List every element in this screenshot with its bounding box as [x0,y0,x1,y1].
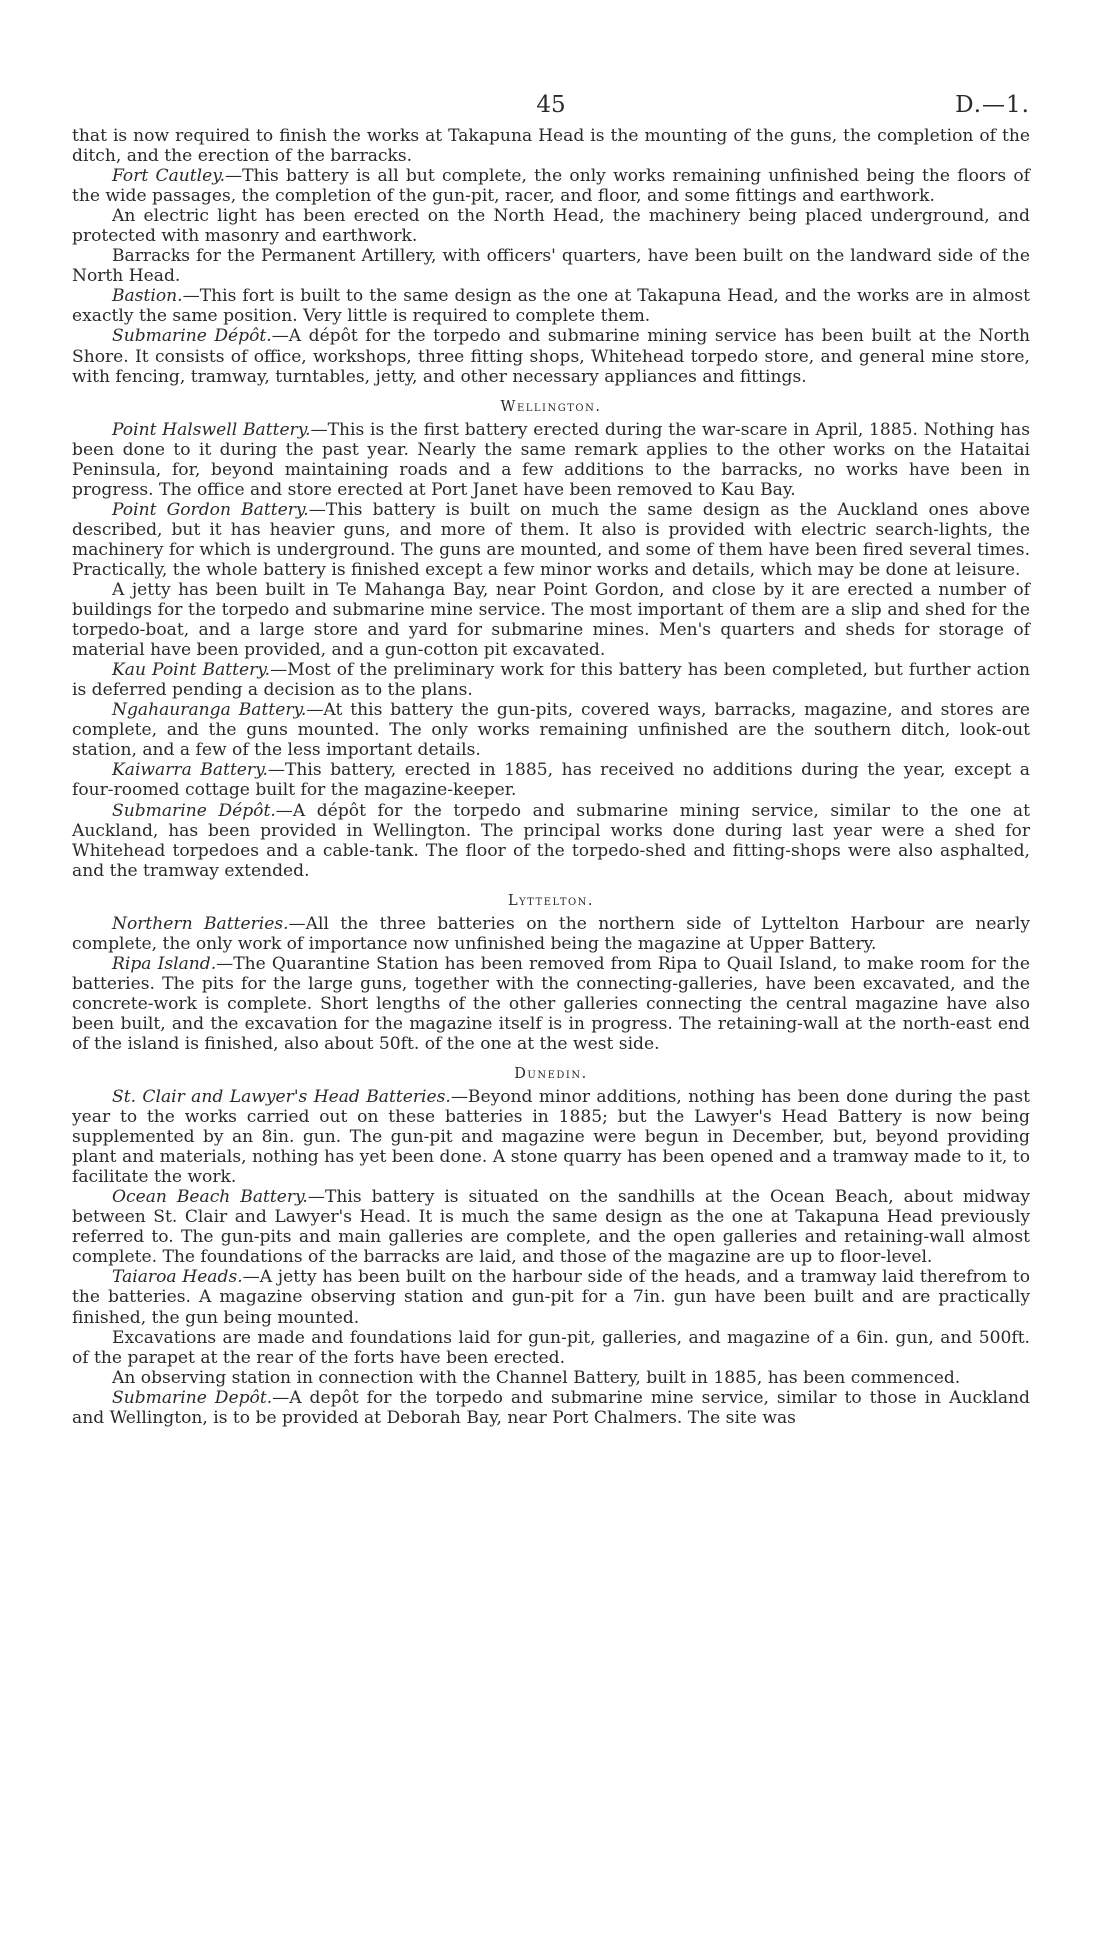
paragraph [72,660,1030,700]
paragraph-title: Taiaroa Heads. [112,1267,243,1288]
paragraph-title: Ngahauranga Battery. [112,700,307,721]
paragraph [72,166,1030,206]
paragraph-text: —This battery is situated on the sandhills at the Ocean Beach, about midway between St. Clair and Lawyer's Head. It is much the same design as the one at Takapuna Head previously referred to. The gun-pits and main galleries are complete, and the open galleries and retaining-wall almost complete. The foundations of the barracks are laid, and those of the magazine are up to floor-level. [72,1187,1031,1268]
paragraph [72,1267,1030,1327]
paragraph: A jetty has been built in Te Mahanga Bay, near Point Gordon, and close by it are erected a number of buildings for the torpedo and submarine mine service. The most important of them are a slip and shed for the torpedo-boat, and a large store and yard for submarine mines. Men's quarters and sheds for storage of material have been provided, and a gun-cotton pit excavated. [72,579,1030,661]
paragraph [72,326,1030,386]
document-reference: D.—1. [955,92,1030,118]
section-heading-dunedin: Dunedin. [514,1066,588,1083]
paragraph-title: Point Gordon Battery. [112,499,309,520]
paragraph [72,914,1030,954]
paragraph-text: —The Quarantine Station has been removed from Ripa to Quail Island, to make room for the batteries. The pits for the large guns, together with the connecting-galleries, have been excavated, and the concrete-work is complete. Short lengths of the other galleries connecting the central magazine have also been built, and the excavation for the magazine itself is in progress. The retaining-wall at the north-east end of the island is finished, also about 50ft. of the one at the west side. [72,953,1030,1054]
paragraph-text: —At this battery the gun-pits, covered ways, barracks, magazine, and stores are complete, and the guns mounted. The only works remaining unfinished are the southern ditch, look-out station, and a few of the less important details. [72,700,1030,761]
paragraph [72,500,1030,580]
paragraph-text: —This is the first battery erected during the war-scare in April, 1885. Nothing has been done to it during the past year. Nearly the same remark applies to the other works on the Hataitai Peninsula, for, beyond maintaining roads and a few additions to the barracks, no works have been in progress. The office and store erected at Port Janet have been removed to Kau Bay. [72,419,1030,500]
paragraph [72,1388,1030,1428]
paragraph-title: Fort Cautley. [112,166,226,187]
paragraph-title: Submarine Dépôt. [112,326,272,347]
paragraph [72,760,1030,800]
paragraph-text: —This fort is built to the same design as the one at Takapuna Head, and the works are in almost exactly the same position. Very little is required to complete them. [72,286,1030,327]
paragraph-text: —This battery is built on much the same design as the Auckland ones above described, but it has heavier guns, and more of them. It also is provided with electric search-lights, the machinery for which is underground. The guns are mounted, and some of them have been fired several times. Practically, the whole battery is finished except a few minor works and details, which may be done at leisure. [72,499,1031,580]
paragraph [72,1087,1030,1187]
paragraph-title: Northern Batteries. [112,913,289,934]
paragraph [72,420,1030,500]
paragraph-text: —Beyond minor additions, nothing has been done during the past year to the works carried out on these batteries in 1885; but the Lawyer's Head Battery is now being supplemented by an 8in. gun. The gun-pit and magazine were begun in December, but, beyond providing plant and materials, nothing has yet been done. A stone quarry has been opened and a tramway made to it, to facilitate the work. [72,1087,1031,1188]
paragraph: Excavations are made and foundations laid for gun-pit, galleries, and magazine of a 6in. gun, and 500ft. of the parapet at the rear of the forts have been erected. [72,1327,1030,1368]
paragraph-text: —A dépôt for the torpedo and submarine mining service, similar to the one at Auckland, has been provided in Wellington. The principal works done during last year were a shed for Whitehead torpedoes and a cable-tank. The floor of the torpedo-shed and fitting-shops were also asphalted, and the tramway extended. [72,800,1030,881]
paragraph-text: —A jetty has been built on the harbour side of the heads, and a tramway laid therefrom to the batteries. A magazine observing station and gun-pit for a 7in. gun have been built and are practically finished, the gun being mounted. [72,1267,1031,1328]
section-heading-lyttelton: Lyttelton. [507,892,595,909]
paragraph-text: —All the three batteries on the northern side of Lyttelton Harbour are nearly complete, the only work of importance now unfinished being the magazine at Upper Battery. [72,913,1030,954]
paragraph [72,286,1030,326]
paragraph [72,954,1030,1054]
paragraph-title: Ripa Island. [112,953,217,974]
paragraph-title: Ocean Beach Battery. [112,1187,308,1208]
paragraph [72,1187,1030,1267]
paragraph [72,801,1030,881]
page-header [72,92,1030,126]
paragraph-text: —This battery, erected in 1885, has received no additions during the year, except a four-roomed cottage built for the magazine-keeper. [72,760,1030,801]
paragraph-text: —Most of the preliminary work for this battery has been completed, but further action is deferred pending a decision as to the plans. [72,660,1030,701]
paragraph: Barracks for the Permanent Artillery, with officers' quarters, have been built on the landward side of the North Head. [72,246,1030,287]
paragraph-text: —A depôt for the torpedo and submarine mine service, similar to those in Auckland and Wellington, is to be provided at Deborah Bay, near Port Chalmers. The site was [72,1387,1030,1428]
page-number: 45 [536,92,566,118]
paragraph-title: St. Clair and Lawyer's Head Batteries. [112,1087,451,1108]
paragraph-title: Bastion. [112,286,183,307]
paragraph-text: —This battery is all but complete, the only works remaining unfinished being the floors of the wide passages, the completion of the gun-pit, racer, and floor, and some fittings and earthwork. [72,166,1030,207]
paragraph: An observing station in connection with the Channel Battery, built in 1885, has been commenced. [112,1367,961,1388]
paragraph-title: Kaiwarra Battery. [112,760,268,781]
paragraph: that is now required to finish the works at Takapuna Head is the mounting of the guns, the completion of the ditch, and the erection of the barracks. [72,126,1030,167]
document-page [72,92,1030,1428]
paragraph-text: —A dépôt for the torpedo and submarine mining service has been built at the North Shore. It consists of office, workshops, three fitting shops, Whitehead torpedo store, and general mine store, with fencing, tramway, turntables, jetty, and other necessary appliances and fittings. [72,326,1030,387]
paragraph-title: Submarine Depôt. [112,1387,273,1408]
paragraph-title: Submarine Dépôt. [112,800,276,821]
paragraph-title: Point Halswell Battery. [112,419,311,440]
section-heading-wellington: Wellington. [500,398,602,415]
paragraph: An electric light has been erected on the North Head, the machinery being placed underground, and protected with masonry and earthwork. [72,206,1030,247]
paragraph [72,700,1030,760]
paragraph-title: Kau Point Battery. [112,660,271,681]
